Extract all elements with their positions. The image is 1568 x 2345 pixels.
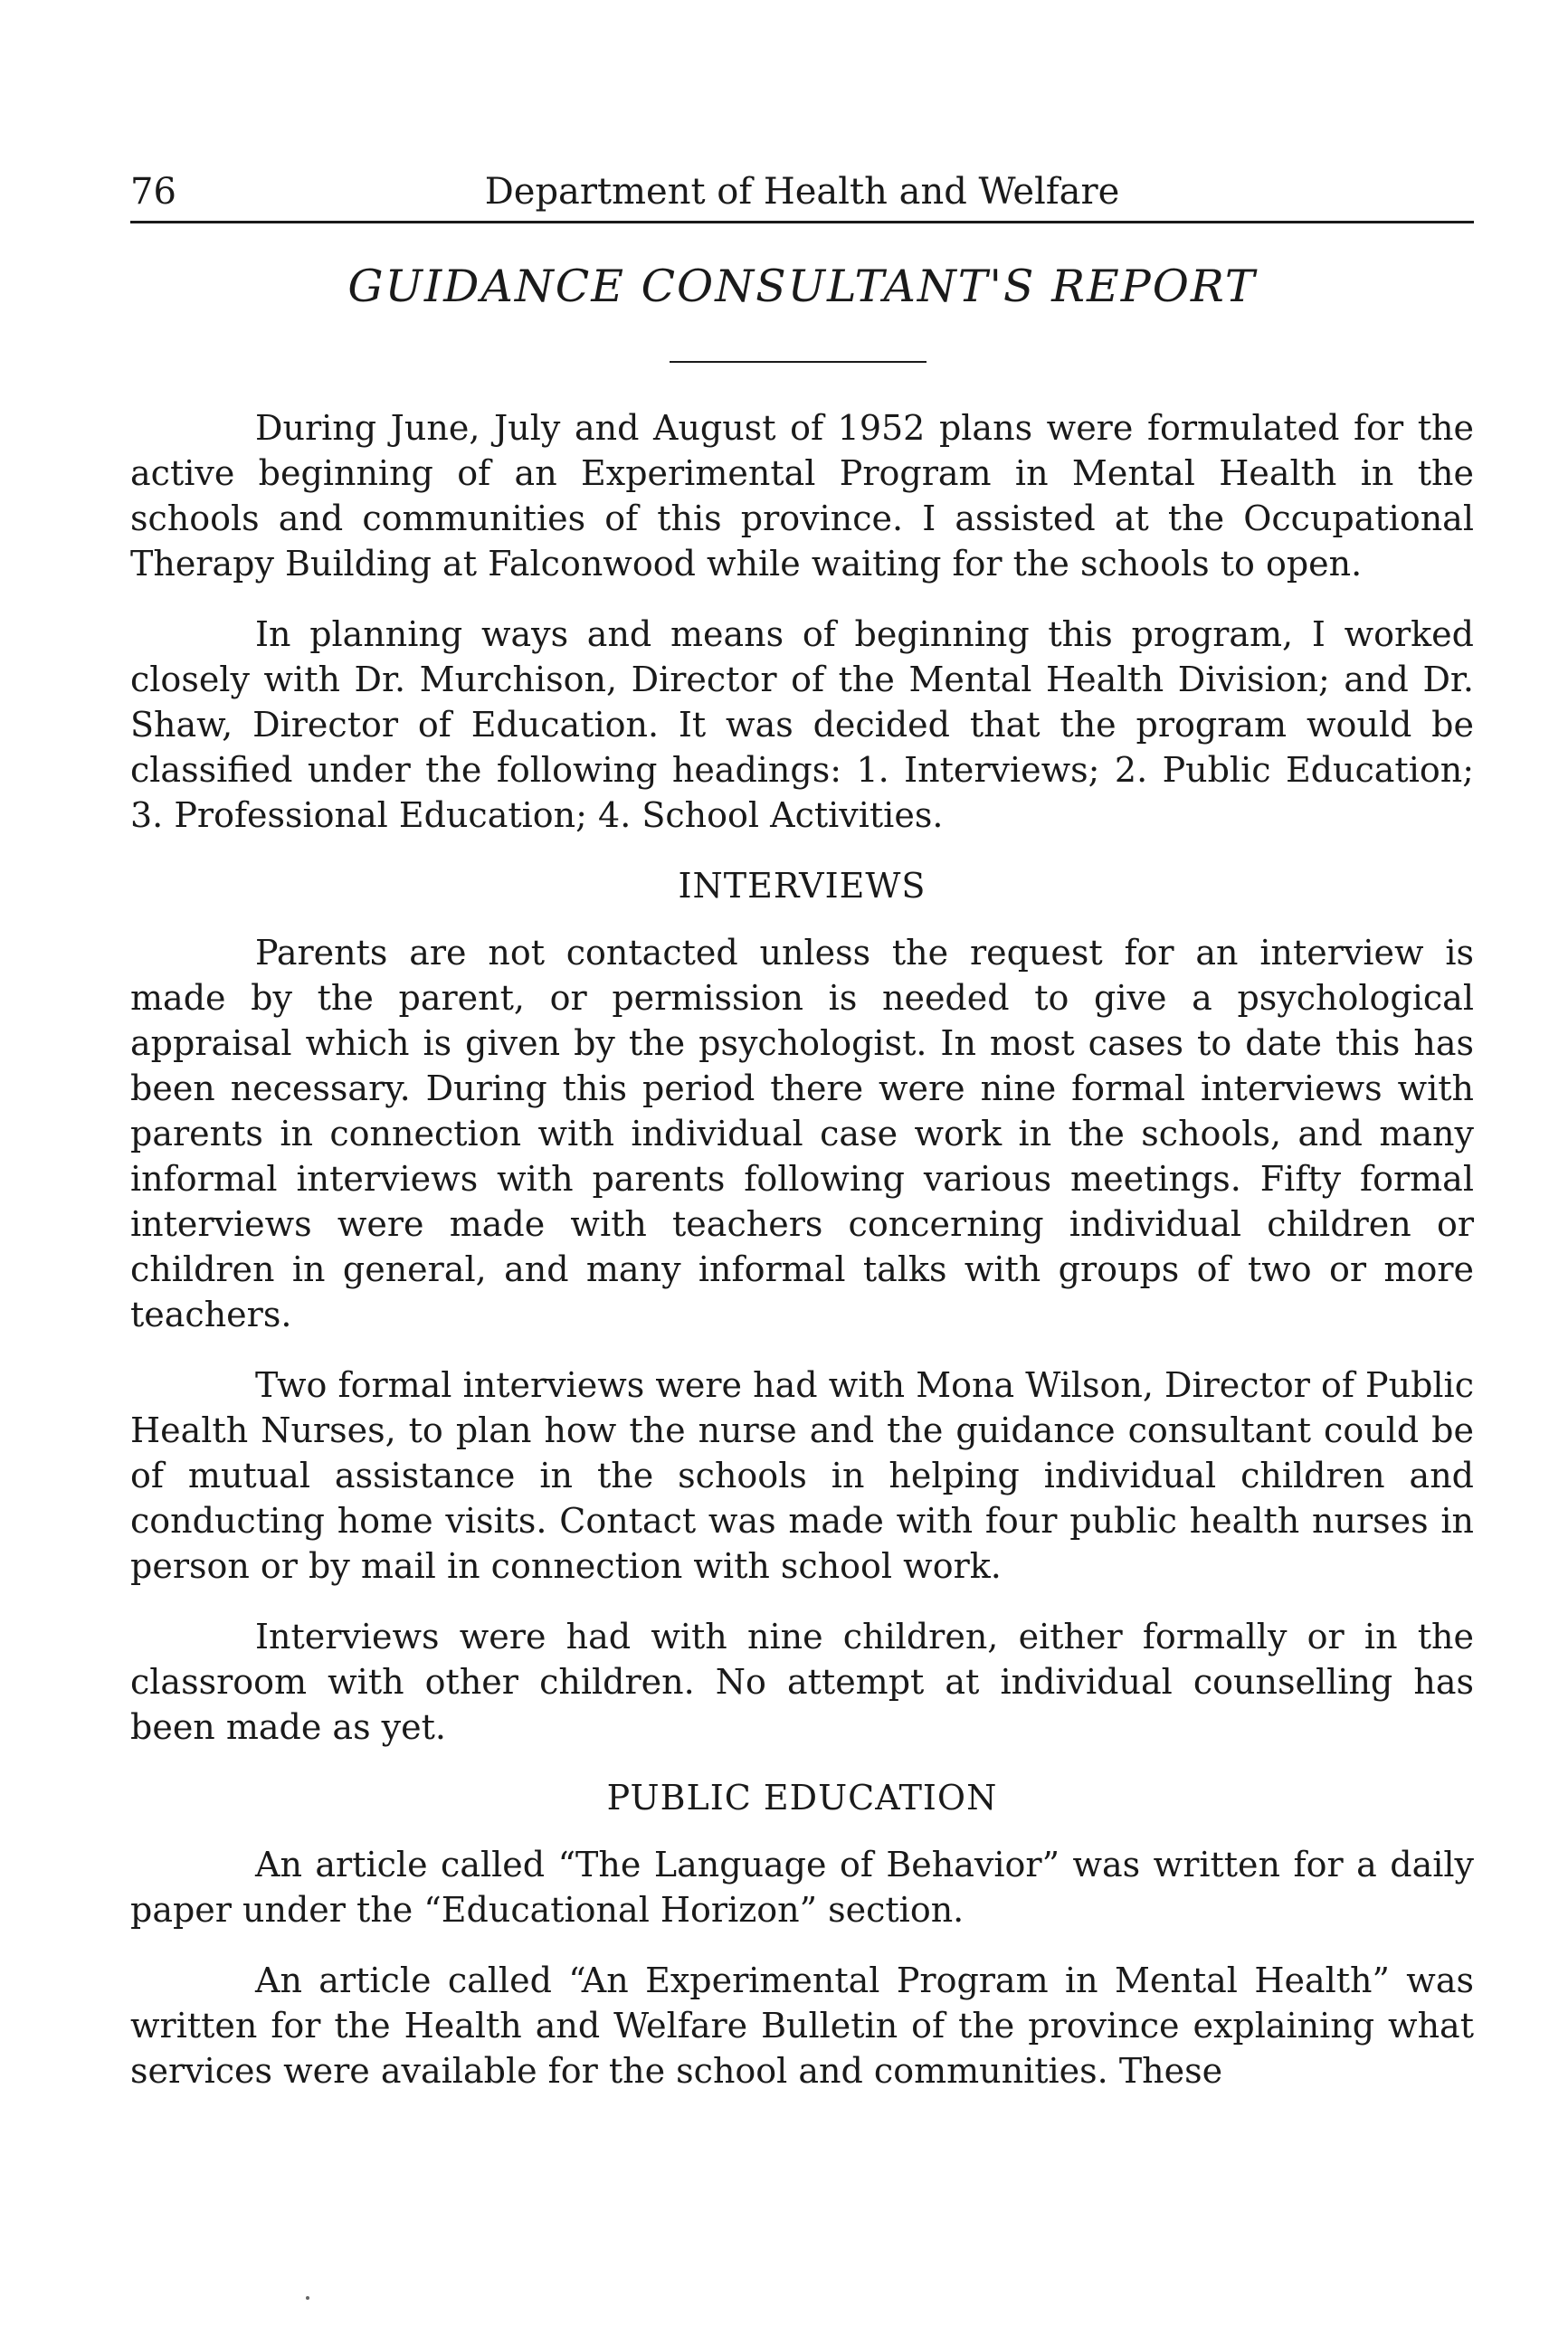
page-number: 76 <box>130 171 176 213</box>
report-title: GUIDANCE CONSULTANT'S REPORT <box>347 261 1257 312</box>
title-rule <box>670 361 927 363</box>
paragraph: An article called “The Language of Behavior” was written for a daily paper under the “Educational Horizon” section. <box>130 1845 1474 1930</box>
page-header <box>130 166 1474 217</box>
paragraph: Two formal interviews were had with Mona Wilson, Director of Public Health Nurses, to plan how the nurse and the guidance consultant could be of mutual assistance in the schools in helping individual children and conducting home visits. Contact was made with four public health nurses in person or by mail in connection with school work. <box>130 1365 1474 1586</box>
paragraph: During June, July and August of 1952 plans were formulated for the active beginning of an Experimental Program in Mental Health in the schools and communities of this province. I assisted at the Occupational Therapy Building at Falconwood while waiting for the schools to open. <box>130 408 1474 584</box>
print-speck <box>306 2296 309 2300</box>
paragraph: An article called “An Experimental Program in Mental Health” was written for the Health and Welfare Bulletin of the province explaining what services were available for the school and communities. These <box>130 1960 1474 2091</box>
paragraph: Interviews were had with nine children, either formally or in the classroom with other children. No attempt at individual counselling has been made as yet. <box>130 1617 1474 1747</box>
running-head: Department of Health and Welfare <box>484 171 1120 213</box>
paragraph: In planning ways and means of beginning this program, I worked closely with Dr. Murchison, Director of the Mental Health Division; and Dr. Shaw, Director of Education. It was decided that the program would be classified under the following headings: 1. Interviews; 2. Public Education; 3. Professional Education; 4. School Activities. <box>130 614 1474 835</box>
report-body <box>130 405 1474 2119</box>
paragraph: Parents are not contacted unless the request for an interview is made by the parent, or permission is needed to give a psychological appraisal which is given by the psychologist. In most cases to date this has been necessary. During this period there were nine formal interviews with parents in connection with individual case work in the schools, and many informal interviews with parents following various meetings. Fifty formal interviews were made with teachers concerning individual children or children in general, and many informal talks with groups of two or more teachers. <box>130 933 1474 1334</box>
header-rule <box>130 221 1474 223</box>
section-heading-interviews: INTERVIEWS <box>678 866 927 906</box>
section-heading-public-education: PUBLIC EDUCATION <box>606 1778 998 1818</box>
